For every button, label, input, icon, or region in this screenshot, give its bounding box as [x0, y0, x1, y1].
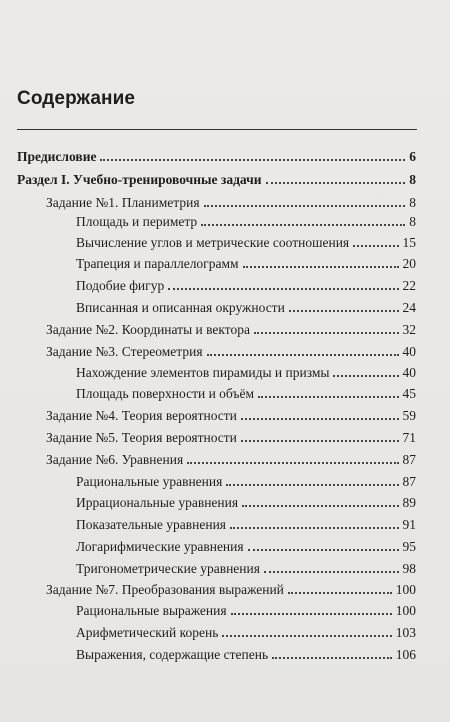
toc-entry-page: 20: [402, 256, 416, 271]
toc-entry-page: 45: [402, 386, 416, 401]
toc-entry-page: 87: [402, 452, 416, 467]
toc-entry: [76, 599, 416, 620]
toc-entry-label: Задание №5. Теория вероятности: [46, 430, 237, 445]
toc-entry-page: 59: [402, 408, 416, 423]
toc-entry: [46, 426, 416, 447]
toc-entry-page: 87: [402, 474, 416, 489]
dot-leader: [248, 535, 399, 551]
dot-leader: [333, 361, 398, 377]
dot-leader: [353, 231, 398, 247]
toc-entry-page: 24: [402, 300, 416, 315]
toc-entry-label: Показательные уравнения: [76, 517, 227, 532]
toc-entry-label: Задание №2. Координаты и вектора: [46, 322, 251, 337]
toc-entry-page: 106: [395, 647, 416, 662]
dot-leader: [243, 252, 399, 268]
toc-entry: [76, 361, 416, 382]
toc-entry: [76, 513, 416, 534]
toc-entry-label: Арифметический корень: [76, 625, 219, 640]
toc-entry-label: Задание №3. Стереометрия: [46, 344, 203, 359]
toc-entry: [76, 470, 416, 491]
toc-entry-label: Иррациональные уравнения: [76, 495, 239, 510]
toc-entry-label: Задание №6. Уравнения: [46, 452, 184, 467]
dot-leader: [242, 491, 398, 507]
toc-entry-page: 91: [402, 517, 416, 532]
toc-entry-page: 8: [409, 195, 416, 210]
toc-entry-page: 71: [402, 430, 416, 445]
toc-entry-page: 22: [402, 278, 416, 293]
dot-leader: [226, 470, 398, 486]
dot-leader: [222, 621, 391, 637]
toc-entry-page: 40: [402, 344, 416, 359]
dot-leader: [207, 340, 399, 356]
toc-entry-page: 100: [395, 603, 416, 618]
toc-entry-page: 100: [395, 582, 416, 597]
dot-leader: [201, 210, 405, 226]
toc-entry: [46, 318, 416, 339]
toc-entry: [76, 557, 416, 578]
toc-entry-label: Рациональные выражения: [76, 603, 227, 618]
toc-entry-page: 6: [409, 149, 416, 164]
toc-entry: [76, 231, 416, 252]
toc-entry-label: Тригонометрические уравнения: [76, 561, 260, 576]
toc-entry: [46, 404, 416, 425]
toc-entry: [46, 340, 416, 361]
dot-leader: [254, 318, 398, 334]
toc-entry-label: Раздел I. Учебно-тренировочные задачи: [17, 172, 262, 187]
toc-entry-label: Вписанная и описанная окружности: [76, 300, 285, 315]
toc-entry-label: Площадь поверхности и объём: [76, 386, 254, 401]
toc-entry-page: 89: [402, 495, 416, 510]
toc-entry: [76, 210, 416, 231]
toc-entry-label: Логарифмические уравнения: [76, 539, 244, 554]
toc-entry-label: Предисловие: [17, 149, 97, 164]
toc-entry-page: 95: [402, 539, 416, 554]
toc-entry-page: 40: [402, 365, 416, 380]
dot-leader: [266, 168, 406, 184]
toc-entry: [76, 296, 416, 317]
dot-leader: [258, 382, 399, 398]
toc-entry-label: Площадь и периметр: [76, 214, 198, 229]
dot-leader: [187, 448, 398, 464]
dot-leader: [230, 513, 398, 529]
toc-entry-label: Трапеция и параллелограмм: [76, 256, 239, 271]
toc-entry: [76, 382, 416, 403]
toc-entry-label: Задание №4. Теория вероятности: [46, 408, 237, 423]
toc-entry-label: Задание №1. Планиметрия: [46, 195, 200, 210]
toc-entry: [17, 168, 416, 189]
dot-leader: [241, 426, 399, 442]
toc-entry: [46, 191, 416, 212]
toc-entry-label: Задание №7. Преобразования выражений: [46, 582, 284, 597]
dot-leader: [264, 557, 399, 573]
dot-leader: [272, 643, 392, 659]
toc-entry: [46, 578, 416, 599]
dot-leader: [100, 145, 405, 161]
toc-entry-label: Выражения, содержащие степень: [76, 647, 269, 662]
dot-leader: [241, 404, 399, 420]
toc-entry: [46, 448, 416, 469]
toc-entry-page: 15: [402, 235, 416, 250]
toc-entry: [76, 491, 416, 512]
toc-entry: [17, 145, 416, 166]
dot-leader: [289, 296, 399, 312]
dot-leader: [204, 191, 406, 207]
dot-leader: [288, 578, 392, 594]
toc-entry-label: Подобие фигур: [76, 278, 165, 293]
toc-entry-page: 103: [395, 625, 416, 640]
toc-entry: [76, 252, 416, 273]
toc-entry-label: Нахождение элементов пирамиды и призмы: [76, 365, 330, 380]
toc-entry-page: 8: [409, 172, 416, 187]
toc-entry: [76, 274, 416, 295]
toc-entry-page: 98: [402, 561, 416, 576]
toc-entry-page: 8: [409, 214, 416, 229]
page-title: Содержание: [17, 88, 136, 109]
toc-entry: [76, 621, 416, 642]
toc-entry-label: Вычисление углов и метрические соотношения: [76, 235, 350, 250]
toc-entry-label: Рациональные уравнения: [76, 474, 223, 489]
toc-entry: [76, 643, 416, 664]
dot-leader: [168, 274, 398, 290]
dot-leader: [231, 599, 392, 615]
toc-entry: [76, 535, 416, 556]
toc-entry-page: 32: [402, 322, 416, 337]
